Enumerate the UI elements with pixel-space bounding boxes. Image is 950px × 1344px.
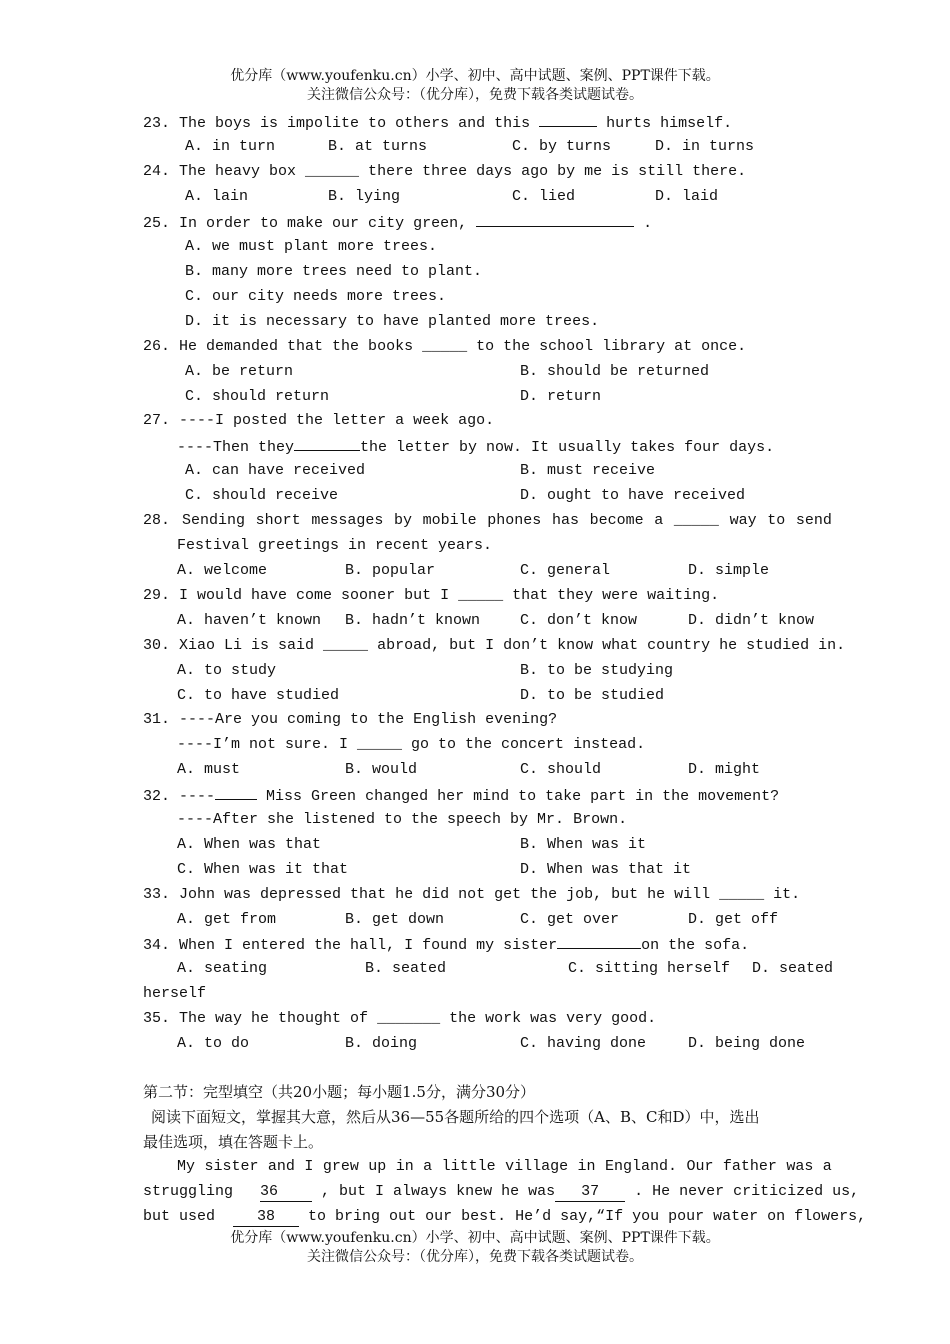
section-2-instructions: 阅读下面短文，掌握其大意，然后从36—55各题所给的四个选项（A、B、C和D）中，选出: [151, 1108, 760, 1126]
option-a: A. welcome: [177, 562, 268, 579]
blank: [476, 213, 634, 227]
option-d: D. didn’t know: [688, 612, 815, 629]
option-a: A. to do: [177, 1035, 250, 1052]
option-c: C. general: [520, 562, 611, 579]
option-d-wrap: herself: [143, 985, 207, 1002]
option-b: B. seated: [365, 960, 447, 977]
option-c: C. get over: [520, 911, 620, 928]
blank: [294, 437, 360, 451]
blank: [215, 786, 257, 800]
option-b: B. popular: [345, 562, 436, 579]
option-a: A. lain: [185, 188, 249, 205]
option-c: C. to have studied: [177, 687, 340, 704]
option-d: D. to be studied: [520, 687, 665, 704]
page-header-line2: 关注微信公众号：（优分库），免费下载各类试题试卷。: [307, 87, 643, 103]
option-b: B. When was it: [520, 836, 647, 853]
option-d: D. seated: [752, 960, 834, 977]
question-33: 33. John was depressed that he did not get the job, but he will _____ it.: [143, 886, 801, 903]
option-a: A. be return: [185, 363, 294, 380]
option-c: C. by turns: [512, 138, 612, 155]
option-a: A. haven’t known: [177, 612, 322, 629]
option-d: D. in turns: [655, 138, 755, 155]
passage-line-2: struggling 36 , but I always knew he was 37 . He never criticized us,: [143, 1183, 860, 1200]
option-a: A. can have received: [185, 462, 366, 479]
option-b: B. many more trees need to plant.: [185, 263, 483, 280]
option-a: A. When was that: [177, 836, 322, 853]
passage-line-1: My sister and I grew up in a little village in England. Our father was a: [177, 1158, 832, 1175]
option-b: B. hadn’t known: [345, 612, 481, 629]
question-31-line2: ----I’m not sure. I _____ go to the concert instead.: [177, 736, 646, 753]
section-2-title: 第二节：完型填空（共20小题；每小题1.5分，满分30分）: [143, 1083, 536, 1101]
option-a: A. get from: [177, 911, 277, 928]
option-d: D. it is necessary to have planted more trees.: [185, 313, 600, 330]
blank-37: 37: [555, 1183, 625, 1202]
option-d: D. simple: [688, 562, 770, 579]
option-c: C. our city needs more trees.: [185, 288, 447, 305]
option-b: B. at turns: [328, 138, 428, 155]
option-a: A. seating: [177, 960, 268, 977]
blank-36: 36: [260, 1183, 312, 1202]
question-24: 24. The heavy box ______ there three days ago by me is still there.: [143, 163, 747, 180]
question-34: 34. When I entered the hall, I found my sister on the sofa.: [143, 937, 750, 954]
option-c: C. should return: [185, 388, 330, 405]
option-b: B. get down: [345, 911, 445, 928]
option-d: D. get off: [688, 911, 779, 928]
question-32: 32. ---- Miss Green changed her mind to take part in the movement?: [143, 788, 780, 805]
question-28-number: 28.: [143, 512, 171, 529]
option-a: A. to study: [177, 662, 277, 679]
passage-line-3: but used 38 to bring out our best. He’d say,“If you pour water on flowers,: [143, 1208, 867, 1225]
option-b: B. would: [345, 761, 418, 778]
page-footer-line2: 关注微信公众号：（优分库），免费下载各类试题试卷。: [307, 1249, 643, 1265]
option-c: C. lied: [512, 188, 576, 205]
question-29: 29. I would have come sooner but I _____ that they were waiting.: [143, 587, 720, 604]
option-d: D. return: [520, 388, 602, 405]
option-d: D. laid: [655, 188, 719, 205]
option-c: C. sitting herself: [568, 960, 731, 977]
option-b: B. should be returned: [520, 363, 710, 380]
option-a: A. must: [177, 761, 241, 778]
question-26: 26. He demanded that the books _____ to the school library at once.: [143, 338, 747, 355]
option-c: C. don’t know: [520, 612, 638, 629]
question-28: Sending short messages by mobile phones has become a _____ way to send: [182, 512, 832, 529]
option-d: D. ought to have received: [520, 487, 746, 504]
question-25: 25. In order to make our city green, .: [143, 215, 653, 232]
page-header-line1: 优分库（www.youfenku.cn）小学、初中、高中试题、案例、PPT课件下载。: [230, 68, 720, 84]
option-a: A. we must plant more trees.: [185, 238, 438, 255]
blank-38: 38: [233, 1208, 299, 1227]
option-c: C. When was it that: [177, 861, 349, 878]
option-d: D. When was that it: [520, 861, 692, 878]
question-30: 30. Xiao Li is said _____ abroad, but I don’t know what country he studied in.: [143, 637, 846, 654]
question-32-line2: ----After she listened to the speech by Mr. Brown.: [177, 811, 628, 828]
option-c: C. having done: [520, 1035, 647, 1052]
option-b: B. lying: [328, 188, 401, 205]
option-d: D. might: [688, 761, 761, 778]
option-c: C. should: [520, 761, 602, 778]
question-31: 31. ----Are you coming to the English evening?: [143, 711, 558, 728]
question-27-line2: ----Then they the letter by now. It usually takes four days.: [177, 439, 775, 456]
question-28-line2: Festival greetings in recent years.: [177, 537, 493, 554]
question-27: 27. ----I posted the letter a week ago.: [143, 412, 495, 429]
question-23: 23. The boys is impolite to others and this hurts himself.: [143, 115, 733, 132]
option-c: C. should receive: [185, 487, 339, 504]
option-b: B. to be studying: [520, 662, 674, 679]
option-b: B. doing: [345, 1035, 418, 1052]
section-2-instructions-cont: 最佳选项，填在答题卡上。: [143, 1133, 324, 1151]
page-footer-line1: 优分库（www.youfenku.cn）小学、初中、高中试题、案例、PPT课件下载。: [230, 1230, 720, 1246]
option-d: D. being done: [688, 1035, 806, 1052]
option-a: A. in turn: [185, 138, 276, 155]
blank: [539, 113, 597, 127]
option-b: B. must receive: [520, 462, 656, 479]
question-35: 35. The way he thought of _______ the work was very good.: [143, 1010, 657, 1027]
blank: [557, 935, 641, 949]
